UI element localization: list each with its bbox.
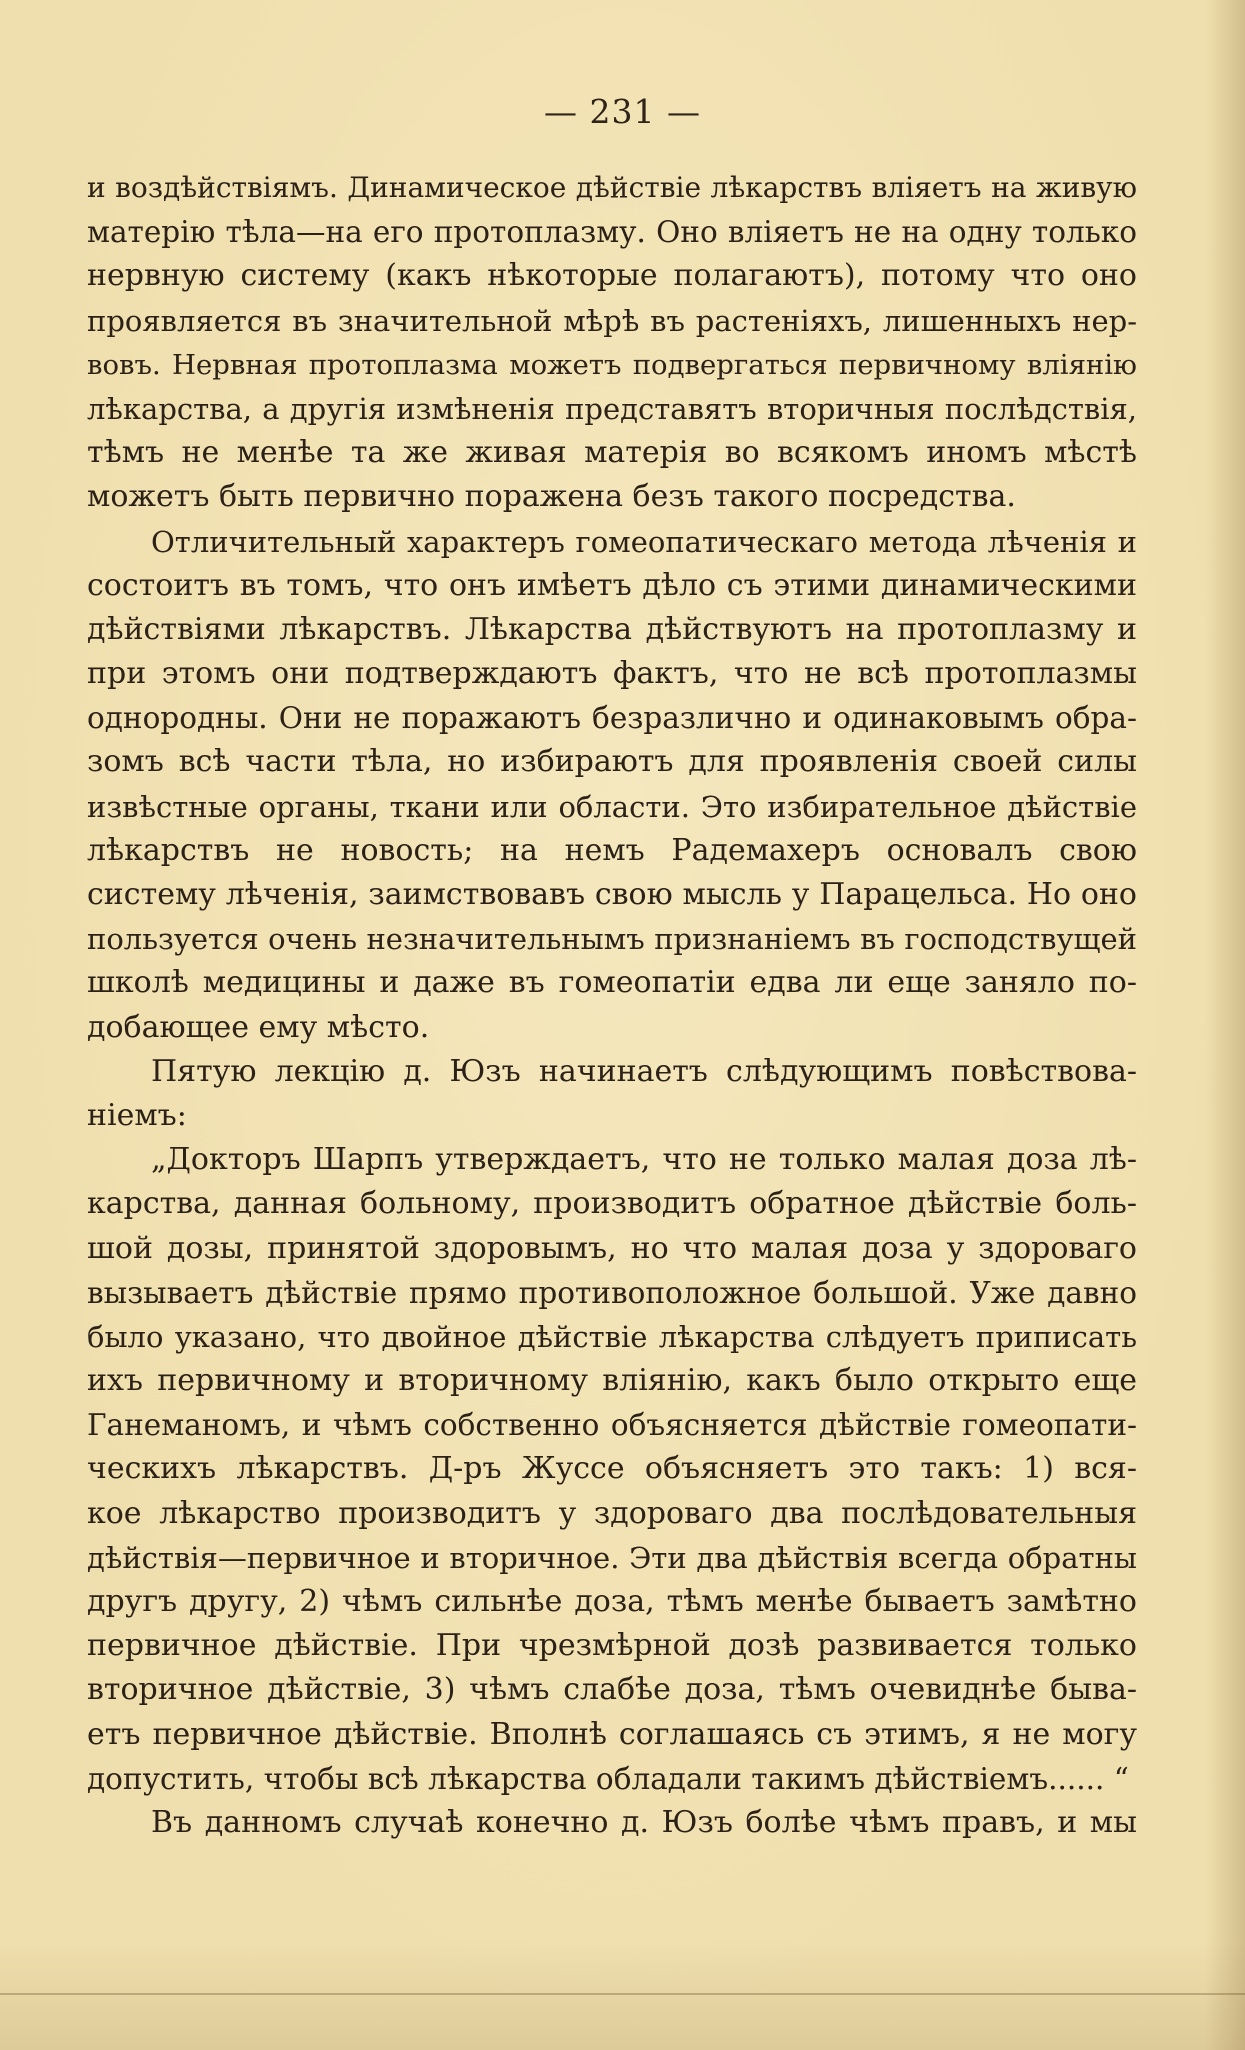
page-text-body (87, 166, 1137, 1845)
text-line: при этомъ они подтверждаютъ фактъ, что не всѣ протоплазмы (87, 656, 1137, 692)
text-line: добающее ему мѣсто. (87, 1009, 430, 1045)
text-line: дѣйствіями лѣкарствъ. Лѣкарства дѣйствуютъ на протоплазму и (87, 611, 1137, 647)
text-line: вызываетъ дѣйствіе прямо противоположное большой. Уже давно (87, 1275, 1137, 1310)
text-line: однородны. Они не поражаютъ безразлично и одинаковымъ обра- (87, 701, 1137, 736)
text-line: шой дозы, принятой здоровымъ, но что малая доза у здороваго (87, 1230, 1137, 1266)
text-line: систему лѣченія, заимствовавъ свою мысль у Парацельса. Но оно (87, 877, 1137, 912)
text-line: Пятую лекцію д. Юзъ начинаетъ слѣдующимъ повѣствова- (151, 1053, 1137, 1089)
text-line: первичное дѣйствіе. При чрезмѣрной дозѣ развивается только (87, 1628, 1137, 1664)
text-line: Ганеманомъ, и чѣмъ собственно объясняется дѣйствіе гомеопати- (87, 1408, 1137, 1443)
text-line: вторичное дѣйствіе, 3) чѣмъ слабѣе доза, тѣмъ очевиднѣе быва- (87, 1672, 1137, 1708)
text-line: лѣкарства, а другія измѣненія представятъ вторичныя послѣдствія, (87, 391, 1137, 426)
text-line: пользуется очень незначительнымъ признаніемъ въ господствущей (87, 922, 1137, 957)
text-line: Отличительный характеръ гомеопатическаго метода лѣченія и (151, 524, 1137, 559)
text-line: ихъ первичному и вторичному вліянію, какъ было открыто еще (87, 1363, 1137, 1399)
text-line: карства, данная больному, производитъ обратное дѣйствіе боль- (87, 1186, 1137, 1222)
text-line: и воздѣйствіямъ. Динамическое дѣйствіе лѣкарствъ вліяетъ на живую (87, 171, 1137, 204)
text-line: Въ данномъ случаѣ конечно д. Юзъ болѣе чѣмъ правъ, и мы (151, 1804, 1137, 1840)
text-line: лѣкарствъ не новость; на немъ Радемахеръ основалъ свою (87, 832, 1137, 868)
text-line: етъ первичное дѣйствіе. Вполнѣ соглашаясь съ этимъ, я не могу (87, 1716, 1137, 1752)
text-line: ческихъ лѣкарствъ. Д-ръ Жуссе объясняетъ это такъ: 1) вся- (87, 1451, 1137, 1487)
text-line: было указано, что двойное дѣйствіе лѣкарства слѣдуетъ приписать (87, 1319, 1137, 1354)
page-bottom-shading (0, 1940, 1245, 2050)
text-line: „Докторъ Шарпъ утверждаетъ, что не только малая доза лѣ- (151, 1142, 1137, 1178)
page-bottom-edge-line (0, 1993, 1245, 1995)
text-line: вовъ. Нервная протоплазма можетъ подвергаться первичному вліянію (87, 348, 1137, 381)
text-line: извѣстные органы, ткани или области. Это избирательное дѣйствіе (87, 789, 1137, 824)
text-line: матерію тѣла—на его протоплазму. Оно вліяетъ не на одну только (87, 215, 1137, 250)
text-line: состоитъ въ томъ, что онъ имѣетъ дѣло съ этими динамическими (87, 567, 1137, 603)
page-number: — 231 — (544, 92, 701, 131)
text-line: можетъ быть первично поражена безъ такого посредства. (87, 479, 1016, 515)
text-line: проявляется въ значительной мѣрѣ въ растеніяхъ, лишенныхъ нер- (87, 303, 1137, 338)
text-line: тѣмъ не менѣе та же живая матерія во всякомъ иномъ мѣстѣ (87, 435, 1137, 471)
text-line: зомъ всѣ части тѣла, но избираютъ для проявленія своей силы (87, 744, 1137, 780)
text-line: нервную систему (какъ нѣкоторые полагаютъ), потому что оно (87, 258, 1137, 294)
text-line: школѣ медицины и даже въ гомеопатіи едва ли еще заняло по- (87, 965, 1137, 1001)
text-line: кое лѣкарство производитъ у здороваго два послѣдовательныя (87, 1495, 1137, 1531)
text-line: другъ другу, 2) чѣмъ сильнѣе доза, тѣмъ менѣе бываетъ замѣтно (87, 1584, 1137, 1619)
text-line: дѣйствія—первичное и вторичное. Эти два дѣйствія всегда обратны (87, 1540, 1137, 1575)
text-line: допустить, чтобы всѣ лѣкарства обладали такимъ дѣйствіемъ...... “ (87, 1761, 1129, 1796)
text-line: ніемъ: (87, 1097, 187, 1133)
page-edge-shadow (1205, 0, 1245, 2050)
